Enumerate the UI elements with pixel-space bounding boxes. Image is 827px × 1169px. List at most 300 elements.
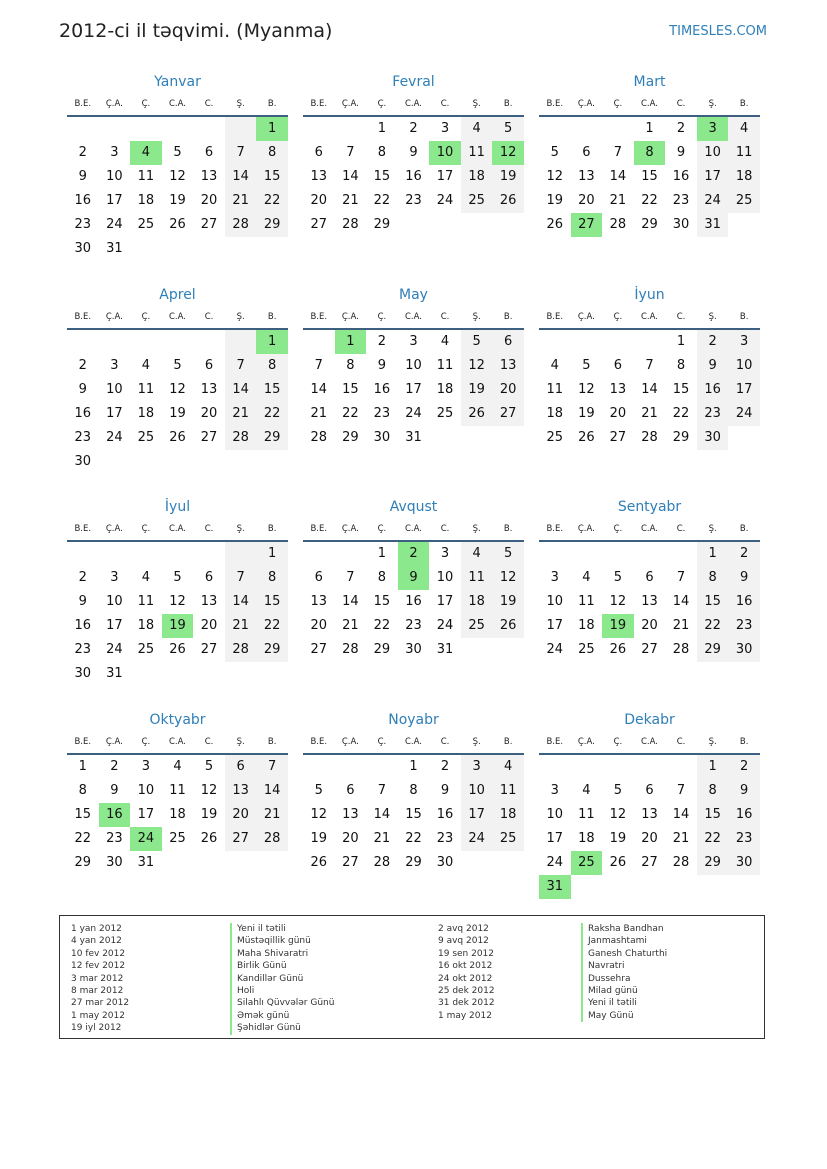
calendar-day[interactable]: 28 — [310, 430, 328, 445]
calendar-day[interactable]: 20 — [200, 193, 218, 208]
calendar-day[interactable]: 10 — [405, 358, 422, 373]
calendar-day[interactable]: 21 — [342, 193, 359, 208]
holiday-day[interactable]: 19 — [602, 614, 634, 638]
calendar-day[interactable]: 2 — [440, 759, 450, 774]
calendar-day[interactable]: 6 — [204, 570, 214, 585]
calendar-day[interactable]: 15 — [256, 590, 288, 614]
calendar-day[interactable]: 3 — [409, 334, 418, 349]
calendar-day[interactable]: 17 — [546, 618, 564, 633]
calendar-day[interactable]: 16 — [74, 406, 92, 421]
calendar-day[interactable]: 22 — [405, 831, 422, 846]
calendar-day[interactable]: 23 — [74, 642, 92, 657]
calendar-day[interactable]: 10 — [461, 779, 493, 803]
calendar-day[interactable]: 23 — [405, 618, 422, 633]
calendar-day[interactable]: 20 — [200, 618, 218, 633]
calendar-day[interactable]: 18 — [137, 406, 155, 421]
calendar-day[interactable]: 4 — [492, 755, 524, 779]
calendar-day[interactable]: 3 — [110, 358, 119, 373]
calendar-day[interactable]: 6 — [314, 145, 323, 160]
calendar-day[interactable]: 11 — [492, 779, 524, 803]
calendar-day[interactable]: 16 — [405, 169, 422, 184]
calendar-day[interactable]: 8 — [409, 783, 418, 798]
calendar-day[interactable]: 9 — [728, 779, 760, 803]
calendar-day[interactable]: 7 — [613, 145, 623, 160]
calendar-day[interactable]: 25 — [436, 406, 454, 421]
calendar-day[interactable]: 7 — [346, 570, 355, 585]
calendar-day[interactable]: 22 — [256, 189, 288, 213]
calendar-day[interactable]: 31 — [436, 642, 454, 657]
calendar-day[interactable]: 29 — [697, 851, 729, 875]
calendar-day[interactable]: 9 — [377, 358, 387, 373]
calendar-day[interactable]: 9 — [110, 783, 119, 798]
calendar-day[interactable]: 4 — [461, 542, 493, 566]
calendar-day[interactable]: 24 — [106, 217, 123, 232]
calendar-day[interactable]: 26 — [169, 430, 186, 445]
calendar-day[interactable]: 11 — [728, 141, 760, 165]
calendar-day[interactable]: 1 — [377, 546, 387, 561]
calendar-day[interactable]: 26 — [546, 217, 564, 232]
calendar-day[interactable]: 11 — [137, 382, 155, 397]
calendar-day[interactable]: 26 — [310, 855, 328, 870]
calendar-day[interactable]: 12 — [169, 382, 186, 397]
calendar-day[interactable]: 13 — [492, 354, 524, 378]
calendar-day[interactable]: 27 — [641, 855, 658, 870]
calendar-day[interactable]: 28 — [609, 217, 627, 232]
calendar-day[interactable]: 13 — [578, 169, 595, 184]
calendar-day[interactable]: 26 — [492, 189, 524, 213]
calendar-day[interactable]: 17 — [106, 193, 123, 208]
calendar-day[interactable]: 4 — [141, 570, 151, 585]
calendar-day[interactable]: 25 — [492, 827, 524, 851]
calendar-day[interactable]: 29 — [405, 855, 422, 870]
calendar-day[interactable]: 20 — [225, 803, 257, 827]
calendar-day[interactable]: 3 — [110, 145, 119, 160]
calendar-day[interactable]: 17 — [546, 831, 564, 846]
calendar-day[interactable]: 18 — [169, 807, 186, 822]
calendar-day[interactable]: 28 — [373, 855, 391, 870]
calendar-day[interactable]: 21 — [609, 193, 627, 208]
calendar-day[interactable]: 5 — [204, 759, 214, 774]
calendar-day[interactable]: 30 — [697, 426, 729, 450]
calendar-day[interactable]: 21 — [256, 803, 288, 827]
calendar-day[interactable]: 24 — [436, 193, 454, 208]
calendar-day[interactable]: 8 — [78, 783, 87, 798]
calendar-day[interactable]: 4 — [141, 358, 151, 373]
calendar-day[interactable]: 2 — [377, 334, 387, 349]
calendar-day[interactable]: 28 — [672, 855, 690, 870]
holiday-day[interactable]: 24 — [130, 827, 162, 851]
calendar-day[interactable]: 11 — [137, 594, 155, 609]
calendar-day[interactable]: 7 — [225, 566, 257, 590]
calendar-day[interactable]: 11 — [461, 566, 493, 590]
calendar-day[interactable]: 9 — [78, 382, 87, 397]
calendar-day[interactable]: 9 — [78, 594, 87, 609]
calendar-day[interactable]: 2 — [110, 759, 119, 774]
calendar-day[interactable]: 7 — [256, 755, 288, 779]
calendar-day[interactable]: 25 — [728, 189, 760, 213]
calendar-day[interactable]: 31 — [106, 241, 123, 256]
calendar-day[interactable]: 27 — [310, 217, 328, 232]
calendar-day[interactable]: 17 — [461, 803, 493, 827]
calendar-day[interactable]: 14 — [225, 165, 257, 189]
calendar-day[interactable]: 13 — [342, 807, 359, 822]
calendar-day[interactable]: 30 — [373, 430, 391, 445]
calendar-day[interactable]: 20 — [609, 406, 627, 421]
calendar-day[interactable]: 26 — [609, 642, 627, 657]
calendar-day[interactable]: 22 — [74, 831, 92, 846]
calendar-day[interactable]: 3 — [550, 783, 559, 798]
calendar-day[interactable]: 16 — [672, 169, 690, 184]
calendar-day[interactable]: 7 — [314, 358, 323, 373]
calendar-day[interactable]: 4 — [461, 117, 493, 141]
calendar-day[interactable]: 13 — [641, 807, 658, 822]
calendar-day[interactable]: 9 — [440, 783, 450, 798]
calendar-day[interactable]: 6 — [225, 755, 257, 779]
calendar-day[interactable]: 5 — [461, 330, 493, 354]
calendar-day[interactable]: 27 — [225, 827, 257, 851]
calendar-day[interactable]: 14 — [342, 594, 359, 609]
calendar-day[interactable]: 20 — [641, 618, 658, 633]
calendar-day[interactable]: 19 — [546, 193, 564, 208]
calendar-day[interactable]: 23 — [697, 402, 729, 426]
calendar-day[interactable]: 10 — [546, 807, 564, 822]
calendar-day[interactable]: 30 — [74, 241, 92, 256]
calendar-day[interactable]: 22 — [373, 193, 391, 208]
calendar-day[interactable]: 6 — [492, 330, 524, 354]
calendar-day[interactable]: 9 — [409, 145, 418, 160]
calendar-day[interactable]: 16 — [436, 807, 454, 822]
calendar-day[interactable]: 16 — [373, 382, 391, 397]
calendar-day[interactable]: 13 — [310, 594, 328, 609]
calendar-day[interactable]: 30 — [436, 855, 454, 870]
calendar-day[interactable]: 23 — [74, 217, 92, 232]
calendar-day[interactable]: 3 — [550, 570, 559, 585]
calendar-day[interactable]: 24 — [546, 855, 564, 870]
calendar-day[interactable]: 5 — [173, 570, 182, 585]
calendar-day[interactable]: 23 — [106, 831, 123, 846]
calendar-day[interactable]: 14 — [342, 169, 359, 184]
calendar-day[interactable]: 5 — [582, 358, 591, 373]
calendar-day[interactable]: 17 — [697, 165, 729, 189]
calendar-day[interactable]: 12 — [546, 169, 564, 184]
calendar-day[interactable]: 6 — [314, 570, 323, 585]
calendar-day[interactable]: 15 — [256, 378, 288, 402]
calendar-day[interactable]: 14 — [373, 807, 391, 822]
holiday-day[interactable]: 31 — [539, 875, 571, 899]
calendar-day[interactable]: 20 — [641, 831, 658, 846]
calendar-day[interactable]: 24 — [728, 402, 760, 426]
calendar-day[interactable]: 19 — [578, 406, 595, 421]
calendar-day[interactable]: 14 — [256, 779, 288, 803]
calendar-day[interactable]: 11 — [137, 169, 155, 184]
calendar-day[interactable]: 2 — [728, 755, 760, 779]
calendar-day[interactable]: 18 — [492, 803, 524, 827]
calendar-day[interactable]: 12 — [609, 594, 627, 609]
calendar-day[interactable]: 12 — [461, 354, 493, 378]
calendar-day[interactable]: 14 — [641, 382, 658, 397]
calendar-day[interactable]: 1 — [409, 759, 418, 774]
calendar-day[interactable]: 15 — [373, 169, 391, 184]
calendar-day[interactable]: 6 — [346, 783, 355, 798]
calendar-day[interactable]: 6 — [645, 783, 654, 798]
calendar-day[interactable]: 21 — [641, 406, 658, 421]
calendar-day[interactable]: 3 — [110, 570, 119, 585]
calendar-day[interactable]: 26 — [169, 217, 186, 232]
calendar-day[interactable]: 7 — [676, 783, 686, 798]
calendar-day[interactable]: 25 — [461, 189, 493, 213]
calendar-day[interactable]: 22 — [342, 406, 359, 421]
calendar-day[interactable]: 24 — [461, 827, 493, 851]
calendar-day[interactable]: 22 — [373, 618, 391, 633]
calendar-day[interactable]: 12 — [169, 169, 186, 184]
calendar-day[interactable]: 31 — [137, 855, 155, 870]
calendar-day[interactable]: 18 — [137, 618, 155, 633]
calendar-day[interactable]: 19 — [169, 406, 186, 421]
calendar-day[interactable]: 5 — [173, 358, 182, 373]
calendar-day[interactable]: 28 — [225, 426, 257, 450]
calendar-day[interactable]: 29 — [342, 430, 359, 445]
calendar-day[interactable]: 13 — [200, 169, 218, 184]
calendar-day[interactable]: 29 — [256, 426, 288, 450]
calendar-day[interactable]: 9 — [676, 145, 686, 160]
calendar-day[interactable]: 2 — [78, 570, 87, 585]
calendar-day[interactable]: 27 — [342, 855, 359, 870]
calendar-day[interactable]: 2 — [728, 542, 760, 566]
calendar-day[interactable]: 29 — [256, 213, 288, 237]
calendar-day[interactable]: 17 — [436, 169, 454, 184]
calendar-day[interactable]: 11 — [436, 358, 454, 373]
calendar-day[interactable]: 2 — [676, 121, 686, 136]
calendar-day[interactable]: 15 — [697, 803, 729, 827]
calendar-day[interactable]: 5 — [314, 783, 323, 798]
calendar-day[interactable]: 26 — [169, 642, 186, 657]
calendar-day[interactable]: 22 — [697, 614, 729, 638]
holiday-day[interactable]: 12 — [492, 141, 524, 165]
holiday-day[interactable]: 1 — [335, 330, 367, 354]
calendar-day[interactable]: 11 — [546, 382, 564, 397]
calendar-day[interactable]: 6 — [204, 358, 214, 373]
calendar-day[interactable]: 27 — [310, 642, 328, 657]
calendar-day[interactable]: 7 — [377, 783, 387, 798]
calendar-day[interactable]: 14 — [672, 594, 690, 609]
calendar-day[interactable]: 8 — [256, 354, 288, 378]
holiday-day[interactable]: 27 — [571, 213, 603, 237]
calendar-day[interactable]: 25 — [546, 430, 564, 445]
calendar-day[interactable]: 16 — [697, 378, 729, 402]
calendar-day[interactable]: 5 — [492, 117, 524, 141]
calendar-day[interactable]: 24 — [546, 642, 564, 657]
calendar-day[interactable]: 29 — [373, 642, 391, 657]
calendar-day[interactable]: 17 — [405, 382, 422, 397]
calendar-day[interactable]: 4 — [550, 358, 559, 373]
calendar-day[interactable]: 16 — [405, 594, 422, 609]
calendar-day[interactable]: 21 — [672, 831, 690, 846]
calendar-day[interactable]: 20 — [310, 618, 328, 633]
calendar-day[interactable]: 5 — [550, 145, 559, 160]
calendar-day[interactable]: 28 — [225, 638, 257, 662]
calendar-day[interactable]: 9 — [78, 169, 87, 184]
holiday-day[interactable]: 9 — [398, 566, 430, 590]
calendar-day[interactable]: 24 — [106, 430, 123, 445]
calendar-day[interactable]: 15 — [405, 807, 422, 822]
holiday-day[interactable]: 1 — [256, 117, 288, 141]
calendar-day[interactable]: 1 — [676, 334, 686, 349]
calendar-day[interactable]: 30 — [106, 855, 123, 870]
calendar-day[interactable]: 10 — [436, 570, 454, 585]
calendar-day[interactable]: 24 — [405, 406, 422, 421]
calendar-day[interactable]: 16 — [74, 193, 92, 208]
holiday-day[interactable]: 3 — [697, 117, 729, 141]
calendar-day[interactable]: 11 — [578, 594, 595, 609]
calendar-day[interactable]: 31 — [106, 666, 123, 681]
calendar-day[interactable]: 30 — [74, 454, 92, 469]
calendar-day[interactable]: 11 — [578, 807, 595, 822]
calendar-day[interactable]: 13 — [641, 594, 658, 609]
calendar-day[interactable]: 15 — [342, 382, 359, 397]
calendar-day[interactable]: 9 — [728, 566, 760, 590]
calendar-day[interactable]: 29 — [697, 638, 729, 662]
calendar-day[interactable]: 20 — [200, 406, 218, 421]
calendar-day[interactable]: 1 — [697, 542, 729, 566]
calendar-day[interactable]: 25 — [137, 430, 155, 445]
calendar-day[interactable]: 8 — [697, 779, 729, 803]
calendar-day[interactable]: 21 — [225, 614, 257, 638]
calendar-day[interactable]: 20 — [492, 378, 524, 402]
calendar-day[interactable]: 10 — [728, 354, 760, 378]
calendar-day[interactable]: 29 — [74, 855, 92, 870]
calendar-day[interactable]: 26 — [578, 430, 595, 445]
calendar-day[interactable]: 5 — [492, 542, 524, 566]
calendar-day[interactable]: 27 — [200, 217, 218, 232]
calendar-day[interactable]: 7 — [346, 145, 355, 160]
calendar-day[interactable]: 4 — [582, 783, 591, 798]
calendar-day[interactable]: 23 — [405, 193, 422, 208]
calendar-day[interactable]: 18 — [461, 165, 493, 189]
calendar-day[interactable]: 8 — [346, 358, 355, 373]
calendar-day[interactable]: 4 — [440, 334, 450, 349]
calendar-day[interactable]: 10 — [546, 594, 564, 609]
calendar-day[interactable]: 27 — [609, 430, 627, 445]
calendar-day[interactable]: 15 — [373, 594, 391, 609]
calendar-day[interactable]: 6 — [613, 358, 623, 373]
calendar-day[interactable]: 12 — [169, 594, 186, 609]
calendar-day[interactable]: 12 — [310, 807, 328, 822]
calendar-day[interactable]: 20 — [310, 193, 328, 208]
calendar-day[interactable]: 16 — [728, 590, 760, 614]
holiday-day[interactable]: 19 — [162, 614, 194, 638]
calendar-day[interactable]: 28 — [672, 642, 690, 657]
calendar-day[interactable]: 10 — [106, 169, 123, 184]
calendar-day[interactable]: 21 — [310, 406, 328, 421]
calendar-day[interactable]: 17 — [728, 378, 760, 402]
calendar-day[interactable]: 31 — [697, 213, 729, 237]
calendar-day[interactable]: 2 — [697, 330, 729, 354]
calendar-day[interactable]: 23 — [373, 406, 391, 421]
calendar-day[interactable]: 4 — [173, 759, 182, 774]
calendar-day[interactable]: 26 — [492, 614, 524, 638]
calendar-day[interactable]: 28 — [342, 642, 359, 657]
calendar-day[interactable]: 11 — [169, 783, 186, 798]
calendar-day[interactable]: 3 — [728, 330, 760, 354]
calendar-day[interactable]: 12 — [492, 566, 524, 590]
calendar-day[interactable]: 2 — [409, 121, 418, 136]
calendar-day[interactable]: 12 — [609, 807, 627, 822]
calendar-day[interactable]: 30 — [405, 642, 422, 657]
calendar-day[interactable]: 18 — [436, 382, 454, 397]
calendar-day[interactable]: 15 — [256, 165, 288, 189]
calendar-day[interactable]: 24 — [697, 189, 729, 213]
calendar-day[interactable]: 7 — [676, 570, 686, 585]
calendar-day[interactable]: 6 — [582, 145, 591, 160]
calendar-day[interactable]: 26 — [609, 855, 627, 870]
calendar-day[interactable]: 7 — [225, 354, 257, 378]
calendar-day[interactable]: 1 — [377, 121, 387, 136]
holiday-day[interactable]: 25 — [571, 851, 603, 875]
calendar-day[interactable]: 12 — [578, 382, 595, 397]
calendar-day[interactable]: 19 — [169, 193, 186, 208]
calendar-day[interactable]: 28 — [342, 217, 359, 232]
calendar-day[interactable]: 22 — [256, 614, 288, 638]
calendar-day[interactable]: 21 — [672, 618, 690, 633]
calendar-day[interactable]: 24 — [106, 642, 123, 657]
holiday-day[interactable]: 8 — [634, 141, 666, 165]
calendar-day[interactable]: 3 — [461, 755, 493, 779]
calendar-day[interactable]: 27 — [492, 402, 524, 426]
calendar-day[interactable]: 29 — [373, 217, 391, 232]
calendar-day[interactable]: 17 — [106, 406, 123, 421]
calendar-day[interactable]: 23 — [74, 430, 92, 445]
calendar-day[interactable]: 29 — [256, 638, 288, 662]
calendar-day[interactable]: 3 — [440, 546, 450, 561]
calendar-day[interactable]: 22 — [256, 402, 288, 426]
calendar-day[interactable]: 8 — [256, 566, 288, 590]
calendar-day[interactable]: 15 — [74, 807, 92, 822]
calendar-day[interactable]: 29 — [672, 430, 690, 445]
calendar-day[interactable]: 30 — [672, 217, 690, 232]
calendar-day[interactable]: 25 — [137, 217, 155, 232]
calendar-day[interactable]: 17 — [106, 618, 123, 633]
calendar-day[interactable]: 19 — [461, 378, 493, 402]
calendar-day[interactable]: 30 — [728, 851, 760, 875]
calendar-day[interactable]: 8 — [377, 145, 387, 160]
calendar-day[interactable]: 18 — [461, 590, 493, 614]
calendar-day[interactable]: 27 — [200, 642, 218, 657]
calendar-day[interactable]: 27 — [200, 430, 218, 445]
calendar-day[interactable]: 27 — [641, 642, 658, 657]
calendar-day[interactable]: 10 — [106, 594, 123, 609]
calendar-day[interactable]: 5 — [613, 570, 623, 585]
calendar-day[interactable]: 13 — [310, 169, 328, 184]
calendar-day[interactable]: 1 — [256, 542, 288, 566]
calendar-day[interactable]: 28 — [256, 827, 288, 851]
holiday-day[interactable]: 1 — [256, 330, 288, 354]
calendar-day[interactable]: 15 — [697, 590, 729, 614]
calendar-day[interactable]: 16 — [74, 618, 92, 633]
calendar-day[interactable]: 20 — [578, 193, 595, 208]
calendar-day[interactable]: 22 — [672, 406, 690, 421]
calendar-day[interactable]: 18 — [578, 831, 595, 846]
calendar-day[interactable]: 7 — [645, 358, 654, 373]
calendar-day[interactable]: 23 — [672, 193, 690, 208]
calendar-day[interactable]: 25 — [461, 614, 493, 638]
calendar-day[interactable]: 18 — [728, 165, 760, 189]
calendar-day[interactable]: 16 — [728, 803, 760, 827]
calendar-day[interactable]: 21 — [225, 189, 257, 213]
holiday-day[interactable]: 10 — [429, 141, 461, 165]
calendar-day[interactable]: 31 — [405, 430, 422, 445]
calendar-day[interactable]: 12 — [200, 783, 218, 798]
calendar-day[interactable]: 1 — [697, 755, 729, 779]
